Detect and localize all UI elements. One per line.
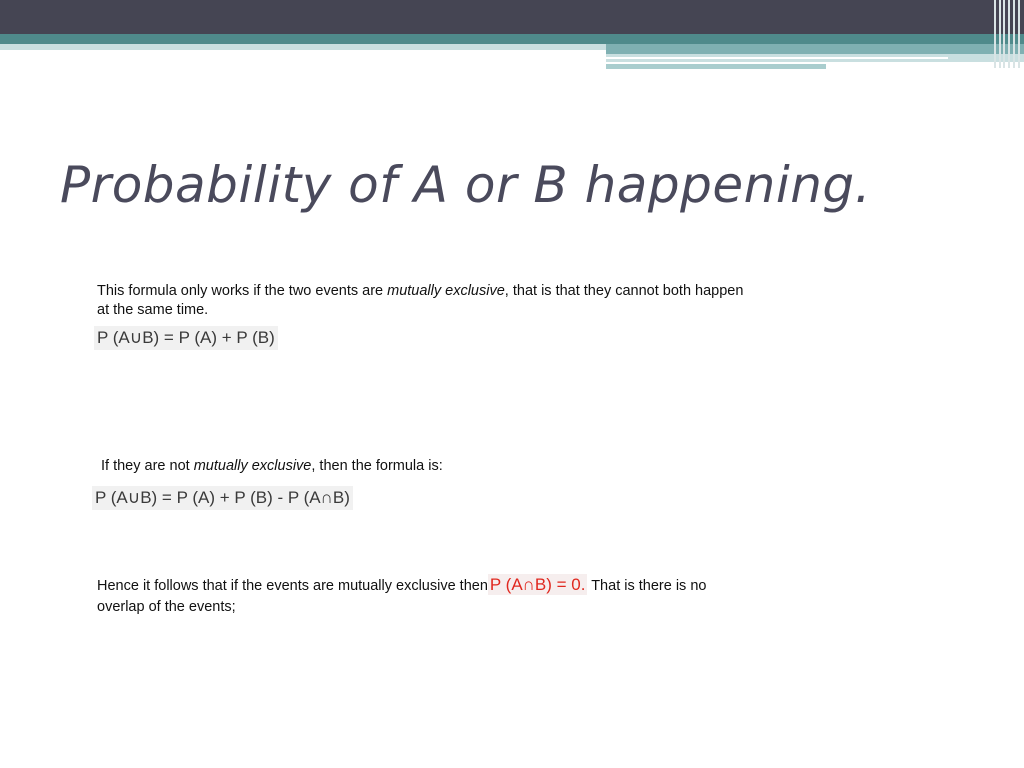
header-line-short <box>606 64 826 69</box>
header-band-teal <box>0 34 1024 44</box>
paragraph-mutually-exclusive <box>97 282 757 320</box>
paragraph-not-exclusive <box>101 457 701 476</box>
formula-union-exclusive: P (A∪B) = P (A) + P (B) <box>94 326 278 350</box>
text-segment: That is there is no overlap of the events; <box>97 578 707 615</box>
text-segment: This formula only works if the two events are <box>97 283 388 299</box>
paragraph-conclusion <box>97 573 742 617</box>
formula-union-general: P (A∪B) = P (A) + P (B) - P (A∩B) <box>92 486 353 510</box>
header-vertical-stripes <box>994 0 1024 68</box>
header-band-accent <box>606 44 1024 54</box>
text-segment: Hence it follows that if the events are mutually exclusive then <box>97 578 488 594</box>
text-segment: , then the formula is: <box>311 458 443 474</box>
header-line <box>606 57 948 59</box>
text-segment: If they are not <box>101 458 194 474</box>
formula-intersection-zero: P (A∩B) = 0. <box>489 575 586 594</box>
text-segment: , that is that they cannot both happen at the same time. <box>97 283 744 318</box>
header-band-light <box>0 44 606 50</box>
header-band-dark <box>0 0 1024 34</box>
emphasis-text: mutually exclusive <box>193 458 312 474</box>
slide-title: Probability of A or B happening. <box>60 156 872 214</box>
emphasis-text: mutually exclusive <box>387 283 505 299</box>
